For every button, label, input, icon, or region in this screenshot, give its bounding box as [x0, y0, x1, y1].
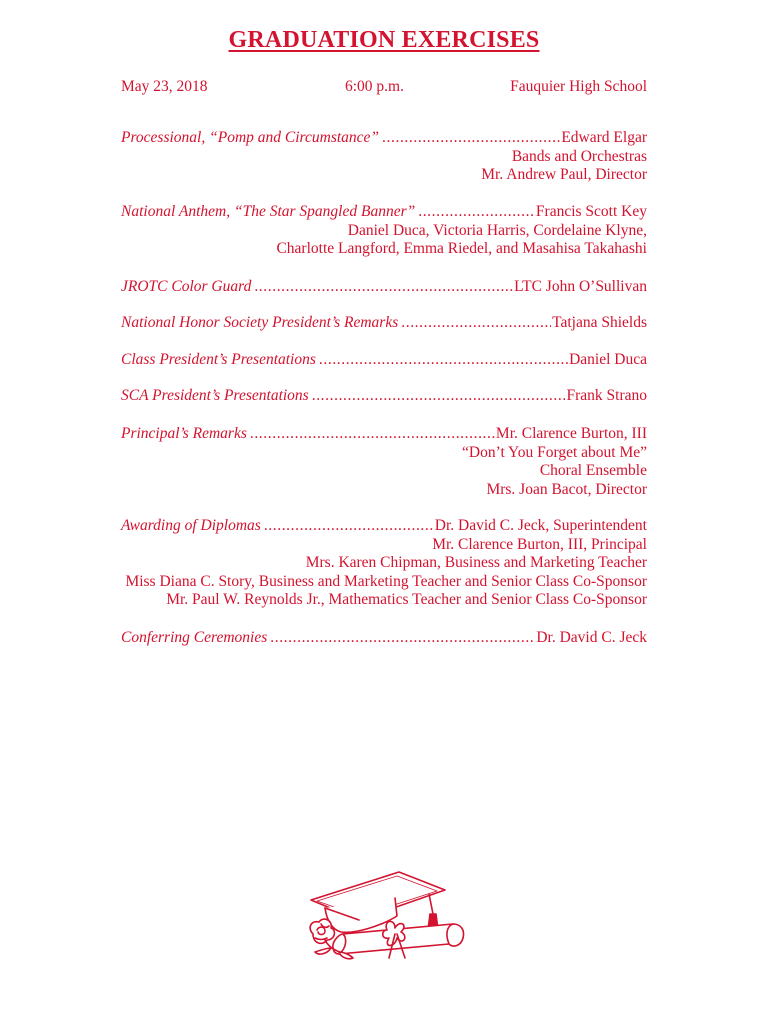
program-item-detail: Mr. Clarence Burton, III, Principal — [432, 535, 647, 553]
program-item-processional — [121, 129, 647, 185]
program-item-label: SCA President’s Presentations — [121, 387, 309, 404]
program-item-detail: Mr. Paul W. Reynolds Jr., Mathematics Teacher and Senior Class Co-Sponsor — [166, 591, 647, 608]
dot-leader — [264, 517, 434, 536]
program-item-person: Francis Scott Key — [535, 203, 647, 220]
dot-leader — [270, 629, 535, 648]
program-item-label: Class President’s Presentations — [121, 351, 316, 368]
event-info — [121, 78, 647, 98]
program-item-label: JROTC Color Guard — [121, 278, 252, 295]
program-item-label: National Anthem, “The Star Spangled Banner” — [121, 203, 416, 220]
program-item-person: LTC John O’Sullivan — [514, 278, 647, 295]
program-item-label: Principal’s Remarks — [121, 425, 247, 442]
page-title: GRADUATION EXERCISES — [228, 27, 540, 53]
program-item-awarding-diplomas — [121, 517, 647, 610]
program-item-detail: Choral Ensemble — [539, 462, 647, 479]
program-item-color-guard — [121, 278, 647, 297]
program-item-label: Conferring Ceremonies — [121, 629, 268, 646]
program-item-detail: Mrs. Karen Chipman, Business and Marketing Teacher — [305, 554, 647, 571]
program-item-class-president — [121, 351, 647, 370]
program-item-person: Dr. David C. Jeck — [536, 629, 647, 646]
program-item-detail: Daniel Duca, Victoria Harris, Cordelaine Klyne, — [347, 221, 647, 239]
program-item-detail: Mr. Andrew Paul, Director — [481, 166, 647, 183]
dot-leader — [319, 351, 568, 370]
program-item-national-anthem — [121, 203, 647, 259]
dot-leader — [401, 314, 551, 333]
dot-leader — [254, 278, 513, 297]
program-item-person: Edward Elgar — [561, 129, 647, 146]
program-item-person: Tatjana Shields — [552, 314, 647, 331]
program-item-label: Awarding of Diplomas — [121, 517, 261, 534]
dot-leader — [250, 425, 495, 444]
dot-leader — [382, 129, 560, 148]
program-item-person: Daniel Duca — [569, 351, 647, 368]
program-item-detail: “Don’t You Forget about Me” — [462, 443, 647, 461]
event-date: May 23, 2018 — [121, 78, 208, 95]
program-item-detail: Bands and Orchestras — [511, 147, 647, 165]
program-item-detail: Miss Diana C. Story, Business and Marketing Teacher and Senior Class Co-Sponsor — [125, 572, 647, 590]
program-item-nhs-remarks — [121, 314, 647, 333]
event-time: 6:00 p.m. — [345, 78, 404, 95]
program-item-conferring — [121, 629, 647, 648]
graduation-cap-diploma-rose-icon — [303, 868, 471, 964]
program-item-person: Frank Strano — [566, 387, 647, 404]
program-item-label: National Honor Society President’s Remarks — [121, 314, 399, 331]
program-item-label: Processional, “Pomp and Circumstance” — [121, 129, 380, 146]
program-item-sca-president — [121, 387, 647, 406]
program-item-person: Mr. Clarence Burton, III — [495, 425, 647, 442]
program-item-detail: Charlotte Langford, Emma Riedel, and Masahisa Takahashi — [276, 240, 647, 257]
program-item-person: Dr. David C. Jeck, Superintendent — [434, 517, 647, 534]
event-location: Fauquier High School — [510, 78, 647, 95]
program-item-principal-remarks — [121, 425, 647, 499]
dot-leader — [418, 203, 535, 222]
program-item-detail: Mrs. Joan Bacot, Director — [486, 480, 647, 498]
dot-leader — [312, 387, 566, 406]
